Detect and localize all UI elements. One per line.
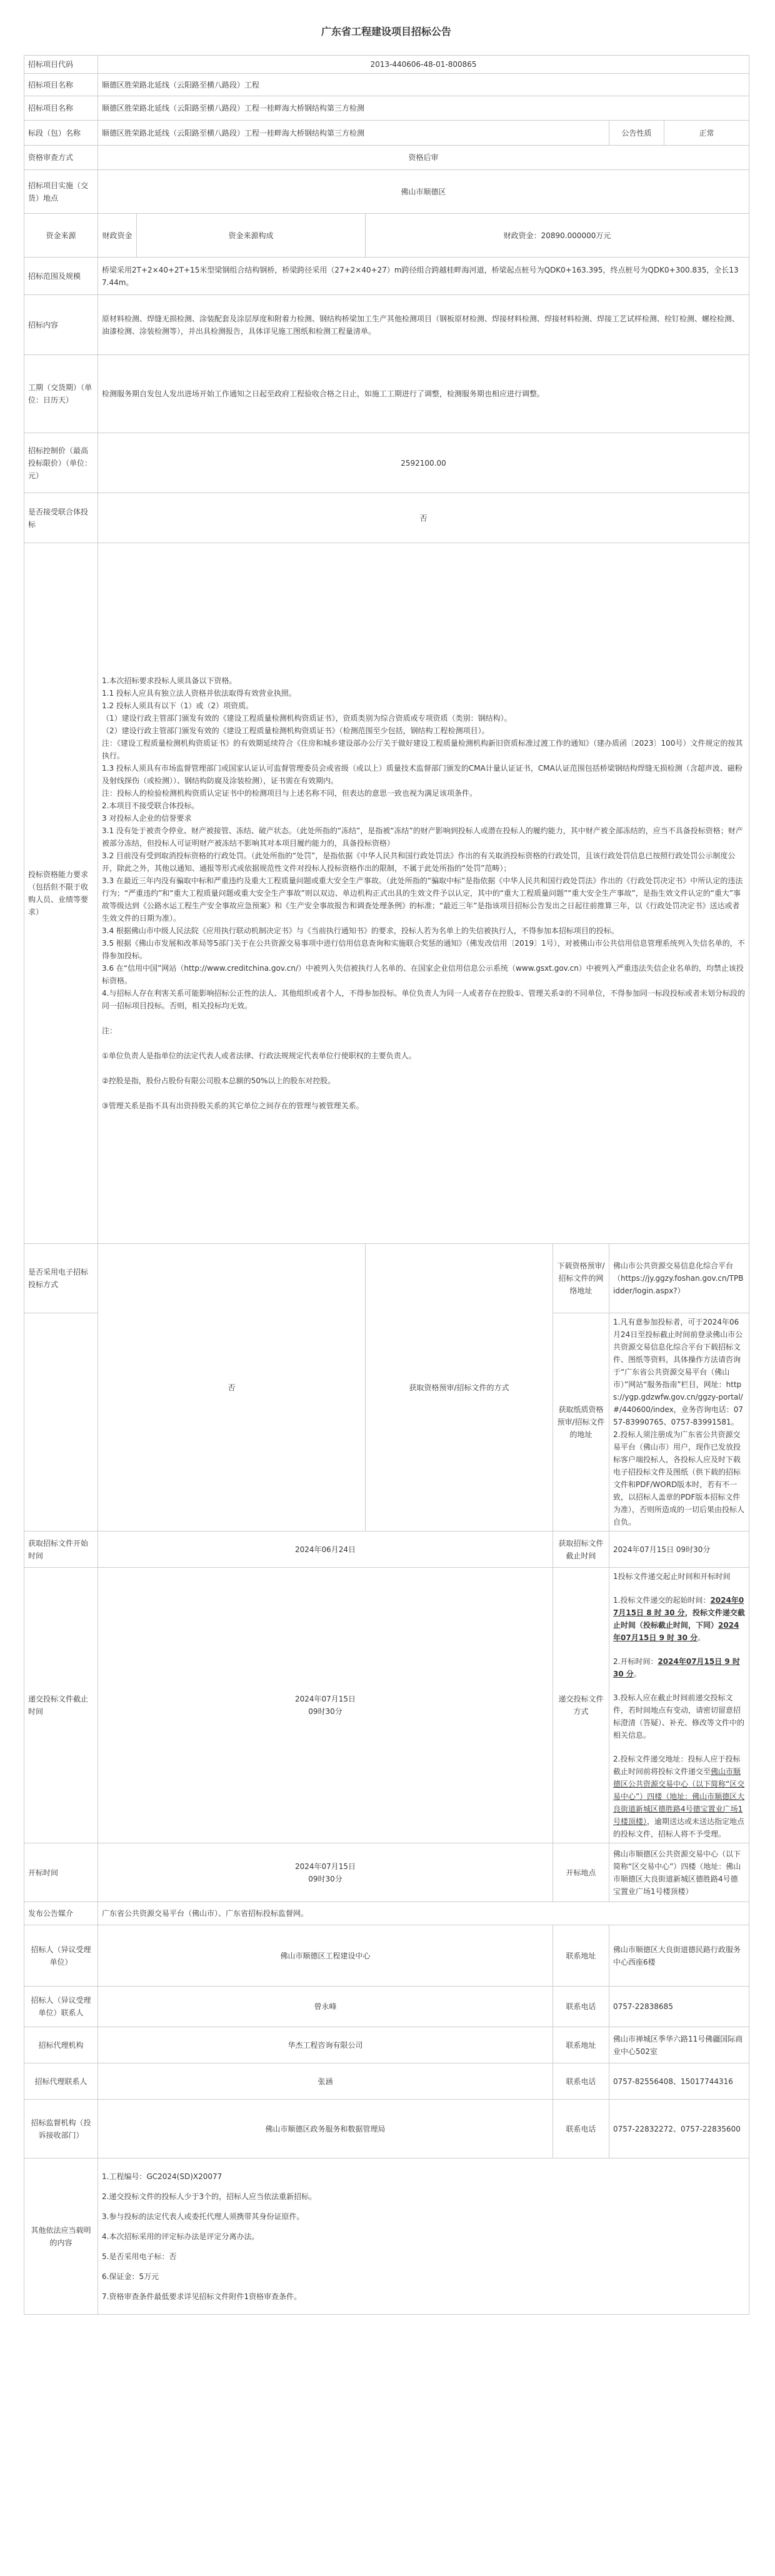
row-project-name [24, 74, 749, 96]
supervisor-value: 佛山市顺德区政务服务和数据管理局 [98, 2100, 553, 2158]
requirement-line: 1.2 投标人须具有以下（1）或（2）项资质。 [102, 701, 254, 710]
submit-way-title: 1投标文件递交起止时间和开标时间 [613, 1572, 731, 1581]
submit-way-p1: 1.投标文件递交的起始时间：2024年07月15日 8 时 30 分，投标文件递交截止时间（投标截止时间，下同）2024年07月15日 9 时 30 分。 [613, 1596, 745, 1642]
consortium-value: 否 [98, 493, 749, 543]
requirement-line: ②控股是指，股份占股份有限公司股本总额的50%以上的股东对控股。 [102, 1076, 336, 1085]
supervisor-label: 招标监督机构（投诉接收部门） [24, 2100, 98, 2158]
requirement-line: 3.5 根据《佛山市发展和改革局等5部门关于在公共资源交易事项中进行信用信息查询和实施联合奖惩的通知》（佛发改信用〔2019〕1号），对被佛山市公共信用信息管理系统列入失信名单的，不得参加投标。 [102, 939, 745, 960]
agent-value: 华杰工程咨询有限公司 [98, 2027, 553, 2063]
requirement-line: 3.2 目前没有受到取消投标资格的行政处罚。（此处所指的“处罚”，是指依据《中华人民共和国行政处罚法》作出的有关取消投标资格的行政处罚，且该行政处罚信息已按照行政处罚公示制度公开，除此之外，其他以通知、通报等形式或依据规范性文件对投标人投标资格作出的限制，不属于此处所指的“处罚”范畴）； [102, 851, 736, 873]
period-label: 工期（交货期）（单位：日历天） [24, 355, 98, 433]
project-name-value: 顺德区胜荣路北延线（云阳路至横八路段）工程 [98, 74, 749, 96]
requirement-line [102, 1062, 745, 1075]
row-location [24, 170, 749, 214]
submit-deadline-time: 09时30分 [308, 1707, 342, 1716]
requirement-line: ③管理关系是指不具有出资持股关系的其它单位之间存在的管理与被管理关系。 [102, 1101, 364, 1110]
scope-label: 招标范围及规模 [24, 258, 98, 295]
tenderer-address-label: 联系地址 [553, 1925, 609, 1987]
opening-place-value: 佛山市顺德区公共资源交易中心（以下简称“区交易中心”）四楼（地址：佛山市顺德区大良街道新城区德胜路4号德宝置业广场1号楼顶楼） [609, 1843, 749, 1902]
other-lines [102, 2170, 745, 2303]
row-period [24, 355, 749, 433]
submit-deadline-date: 2024年07月15日 [294, 1695, 356, 1703]
other-content-line: 7.资格审查条件最低要求详见招标文件附件1资格审查条件。 [102, 2292, 302, 2301]
requirement-line: 注：投标人的检验检测机构资质认定证书中的检测项目与上述名称不同，但表达的意思一致也视为满足该项条件。 [102, 789, 478, 798]
funds-sub-label: 财政资金 [98, 214, 137, 258]
tenderer-phone-value: 0757-22838685 [609, 1987, 749, 2027]
paper-address-label: 获取纸质资格预审/招标文件的地址 [553, 1313, 609, 1531]
requirement-line: 1.本次招标要求投标人须具备以下资格。 [102, 676, 237, 685]
requirement-line: 3 对投标人企业的信誉要求 [102, 814, 192, 823]
other-value [98, 2158, 749, 2315]
opening-time: 09时30分 [308, 1874, 342, 1883]
other-content-line: 6.保证金：5万元 [102, 2272, 159, 2281]
row-tenderer [24, 1925, 749, 1987]
project-code-value: 2013-440606-48-01-800865 [98, 56, 749, 74]
tenderer-contact-value: 曾永峰 [98, 1987, 553, 2027]
requirement-line: 3.1 没有处于被责令停业、财产被接管、冻结、破产状态。（此处所指的“冻结”，是指被“冻结”的财产影响到投标人或潜在投标人的履约能力，其中财产被全部冻结的，应当不具备投标资格；财产被部分冻结，但投标人可证明财产被冻结不影响其对本项目履约能力的，具备投标资格） [102, 826, 743, 848]
tenderer-value: 佛山市顺德区工程建设中心 [98, 1925, 553, 1987]
requirement-line: （2）建设行政主管部门颁发有效的《建设工程质量检测机构资质证书》（检测范围至少包括，钢结构工程检测项目）。 [102, 726, 489, 735]
consortium-label: 是否接受联合体投标 [24, 493, 98, 543]
agent-address-value: 佛山市禅城区季华六路11号佛疆国际商业中心502室 [609, 2027, 749, 2063]
sale-start-label: 获取招标文件开始时间 [24, 1531, 98, 1568]
qualification-method-label: 资格审查方式 [24, 146, 98, 170]
location-value: 佛山市顺德区 [98, 170, 749, 214]
row-consortium [24, 493, 749, 543]
requirement-line: 3.3 在最近三年内没有骗取中标和严重违约及重大工程质量问题或重大安全生产事故。（此处所指的“骗取中标”是指依据《中华人民共和国行政处罚法》作出的《行政处罚决定书》中所认定的违法行为；“严重违约”和“重大工程质量问题或重大安全生产事故”则以双边、单边机构正式出具的生效文件予以认定，其中的“重大工程质量问题”“重大安全生产事故”，是指生效文件认定的“重大”事故等级达到《公路水运工程生产安全事故应急预案》和《生产安全事故报告和调查处理条例》的标准；“最近三年”是指该项目招标公告发出之日起往前推算三年，以《行政处罚决定书》送达或者生效文件的日期为准）。 [102, 876, 743, 923]
notice-nature-label: 公告性质 [609, 121, 664, 146]
agent-contact-value: 张涵 [98, 2063, 553, 2100]
agent-address-label: 联系地址 [553, 2027, 609, 2063]
other-content-line: 5.是否采用电子标：否 [102, 2252, 177, 2261]
tenderer-address-value: 佛山市顺德区大良街道德民路行政服务中心西座6楼 [609, 1925, 749, 1987]
row-submit [24, 1568, 749, 1843]
sale-end-value: 2024年07月15日 09时30分 [609, 1531, 749, 1568]
other-content-line: 2.递交投标文件的投标人少于3个的，招标人应当依法重新招标。 [102, 2192, 317, 2201]
row-agent-contact [24, 2063, 749, 2100]
row-supervisor [24, 2100, 749, 2158]
project-name-label: 招标项目名称 [24, 74, 98, 96]
row-content [24, 295, 749, 355]
agent-contact-label: 招标代理联系人 [24, 2063, 98, 2100]
supervisor-phone-label: 联系电话 [553, 2100, 609, 2158]
electronic-value: 否 [98, 1244, 366, 1531]
requirement-line: （1）建设行政主管部门颁发有效的《建设工程质量检测机构资质证书》，资质类别为综合资质或专项资质（类别：钢结构）。 [102, 714, 512, 723]
announcement-page [24, 0, 749, 2315]
row-requirements [24, 543, 749, 1244]
row-tender-project-name [24, 96, 749, 121]
submit-way-p3: 3.投标人应在截止时间前递交投标文件，若时间地点有变动，请密切留意招标澄清（答疑）、补充、修改等文件中的相关信息。 [613, 1693, 745, 1740]
row-opening [24, 1843, 749, 1902]
electronic-label-blank [24, 1313, 98, 1531]
other-content-line: 3.参与投标的法定代表人或委托代理人须携带其身份证原件。 [102, 2212, 304, 2221]
scope-value: 桥梁采用2T+2×40+2T+15米型梁钢组合结构钢桥，桥梁跨径采用（27+2×40+27）m跨径组合跨越桂畔海河道，桥梁起点桩号为QDK0+163.395，终点桩号为QDK0+300.835，全长137.44m。 [98, 258, 749, 295]
project-code-label: 招标项目代码 [24, 56, 98, 74]
other-content-line: 4.本次招标采用的评定标办法是评定分离办法。 [102, 2232, 259, 2241]
requirement-line: 1.1 投标人应具有独立法人资格并依法取得有效营业执照。 [102, 689, 296, 698]
tenderer-contact-label: 招标人（异议受理单位）联系人 [24, 1987, 98, 2027]
tenderer-label: 招标人（异议受理单位） [24, 1925, 98, 1987]
requirement-line: 注： [102, 1026, 118, 1035]
tender-project-name-label: 招标项目名称 [24, 96, 98, 121]
section-name-label: 标段（包）名称 [24, 121, 98, 146]
requirements-label: 投标资格能力要求（包括但不限于收购人员、业绩等要求） [24, 543, 98, 1244]
funds-value: 财政资金：20890.000000万元 [366, 214, 749, 258]
row-qualification-method [24, 146, 749, 170]
row-tenderer-contact [24, 1987, 749, 2027]
funds-label: 资金来源 [24, 214, 98, 258]
agent-phone-label: 联系电话 [553, 2063, 609, 2100]
download-address-value: 佛山市公共资源交易信息化综合平台（https://jy.ggzy.foshan.gov.cn/TPBidder/login.aspx?） [609, 1244, 749, 1313]
requirement-line: 4.与招标人存在利害关系可能影响招标公正性的法人、其他组织或者个人，不得参加投标。单位负责人为同一人或者存在控股①、管理关系②的不同单位，不得参加同一标段投标或者未划分标段的同一招标项目投标。否则，相关投标均无效。 [102, 989, 745, 1010]
row-scope [24, 258, 749, 295]
tenderer-phone-label: 联系电话 [553, 1987, 609, 2027]
requirement-line: 3.4 根据佛山市中级人民法院《应用执行联动机制决定书》与《当前执行通知书》的要求，投标人若为名单上的失信被执行人，不得参加本招标项目的投标。 [102, 926, 619, 935]
tender-project-name-value: 顺德区胜荣路北延线（云阳路至横八路段）工程一桂畔海大桥钢结构第三方检测 [98, 96, 749, 121]
requirements-value [98, 543, 749, 1244]
requirement-line: 3.6 在“信用中国”网站（http://www.creditchina.gov.cn/）中被列入失信被执行人名单的、在国家企业信用信息公示系统（www.gsxt.gov.cn）中被列入严重违法失信企业名单的，均禁止该投标资格。 [102, 964, 744, 985]
media-label: 发布公告媒介 [24, 1902, 98, 1925]
requirements-lines [102, 674, 745, 1112]
submit-way-p2: 2.开标时间：2024年07月15日 9 时 30 分。 [613, 1657, 740, 1678]
row-other [24, 2158, 749, 2315]
requirement-line: 注：《建设工程质量检测机构资质证书》的有效期延续符合《住房和城乡建设部办公厅关于做好建设工程质量检测机构新旧资质标准过渡工作的通知》（建办质函〔2023〕100号）文件规定的按其执行。 [102, 739, 743, 760]
announcement-table [24, 55, 749, 2315]
row-funds [24, 214, 749, 258]
row-project-code [24, 56, 749, 74]
requirement-line: ①单位负责人是指单位的法定代表人或者法律、行政法规规定代表单位行使职权的主要负责人。 [102, 1051, 416, 1060]
row-media [24, 1902, 749, 1925]
other-label: 其他依法应当载明的内容 [24, 2158, 98, 2315]
control-price-label: 招标控制价（最高投标限价）（单位：元） [24, 433, 98, 493]
location-label: 招标项目实施（交货）地点 [24, 170, 98, 214]
content-label: 招标内容 [24, 295, 98, 355]
control-price-value: 2592100.00 [98, 433, 749, 493]
row-electronic [24, 1244, 749, 1313]
row-section-name [24, 121, 749, 146]
row-sale-time [24, 1531, 749, 1568]
section-name-value: 顺德区胜荣路北延线（云阳路至横八路段）工程一桂畔海大桥钢结构第三方检测 [98, 121, 609, 146]
row-agent [24, 2027, 749, 2063]
qualification-method-value: 资格后审 [98, 146, 749, 170]
content-value: 原材料检测、焊缝无损检测、涂装配套及涂层厚度和附着力检测、钢结构桥梁加工生产其他检测项目（钢板原材检测、焊接材料检测、焊接材料检测、焊接工艺试样检测、栓钉检测、螺栓检测、油漆检测、涂装检测等），并出具检测报告，具体详见施工图纸和检测工程量清单。 [98, 295, 749, 355]
opening-place-label: 开标地点 [553, 1843, 609, 1902]
requirement-line [102, 1012, 745, 1025]
opening-time-value [98, 1843, 553, 1902]
opening-date: 2024年07月15日 [294, 1862, 356, 1871]
electronic-label: 是否采用电子招标投标方式 [24, 1244, 98, 1313]
other-content-line: 1.工程编号：GC2024(SD)X20077 [102, 2172, 222, 2181]
agent-label: 招标代理机构 [24, 2027, 98, 2063]
media-value: 广东省公共资源交易平台（佛山市）、广东省招标投标监督网。 [98, 1902, 749, 1925]
page-title: 广东省工程建设项目招标公告 [321, 25, 451, 38]
submit-deadline-label: 递交投标文件截止时间 [24, 1568, 98, 1843]
period-value: 检测服务期自发包人发出进场开始工作通知之日起至政府工程验收合格之日止，如施工工期进行了调整，检测服务期也相应进行调整。 [98, 355, 749, 433]
row-control-price [24, 433, 749, 493]
sale-end-label: 获取招标文件截止时间 [553, 1531, 609, 1568]
agent-phone-value: 0757-82556408、15017744316 [609, 2063, 749, 2100]
download-address-label: 下载资格预审/招标文件的网络地址 [553, 1244, 609, 1313]
submit-way-label: 递交投标文件方式 [553, 1568, 609, 1843]
obtain-method-label: 获取资格预审/招标文件的方式 [366, 1244, 553, 1531]
opening-time-label: 开标时间 [24, 1843, 98, 1902]
sale-start-value: 2024年06月24日 [98, 1531, 553, 1568]
submit-way-value [609, 1568, 749, 1843]
requirement-line [102, 1087, 745, 1100]
requirement-line [102, 1037, 745, 1050]
requirement-line: 2.本项目不接受联合体投标。 [102, 801, 199, 810]
notice-nature-value: 正常 [664, 121, 749, 146]
requirement-line: 1.3 投标人须具有市场监督管理部门或国家认证认可监督管理委员会或省级（或以上）质量技术监督部门颁发的CMA计量认证证书，CMA认证范围包括桥梁钢结构焊缝无损检测（含超声波、磁粉及射线探伤（或检测））、钢结构防腐及涂装检测），证书需在有效期内。 [102, 764, 742, 785]
funds-composition-label: 资金来源构成 [137, 214, 366, 258]
paper-address-value: 1.凡有意参加投标者，可于2024年06月24日至投标截止时间前登录佛山市公共资源交易信息化综合平台下载招标文件、图纸等资料，具体操作方法请咨询于“广东省公共资源交易平台（佛山市）”网站“服务指南”栏目，网址：https://ygp.gdzwfw.gov.cn/ggzy-portal/#/440600/index，业务咨询电话：0757-83990765、0757-83991581。 2.投标人须注册成为广东省公共资源交易平台（佛山市）用户，现作已发放投标客户端投标人，各投标人应及时下载电子招投标文件及图纸（供下载的招标文件和PDF/WORD版本时，若有不一致，以招标人盖章的PDF版本招标文件为准），否则所造成的一切后果由投标人自负。 [609, 1313, 749, 1531]
supervisor-phone-value: 0757-22832272、0757-22835600 [609, 2100, 749, 2158]
submit-deadline-value [98, 1568, 553, 1843]
submit-way-p4: 2.投标文件递交地址：投标人应于投标截止时间前将投标文件递交至佛山市顺德区公共资源交易中心（以下简称“区交易中心”）四楼（地址：佛山市顺德区大良街道新城区德胜路4号德宝置业广场1号楼顶楼），逾期送达或未送达指定地点的投标文件，招标人将不予受理。 [613, 1755, 745, 1838]
